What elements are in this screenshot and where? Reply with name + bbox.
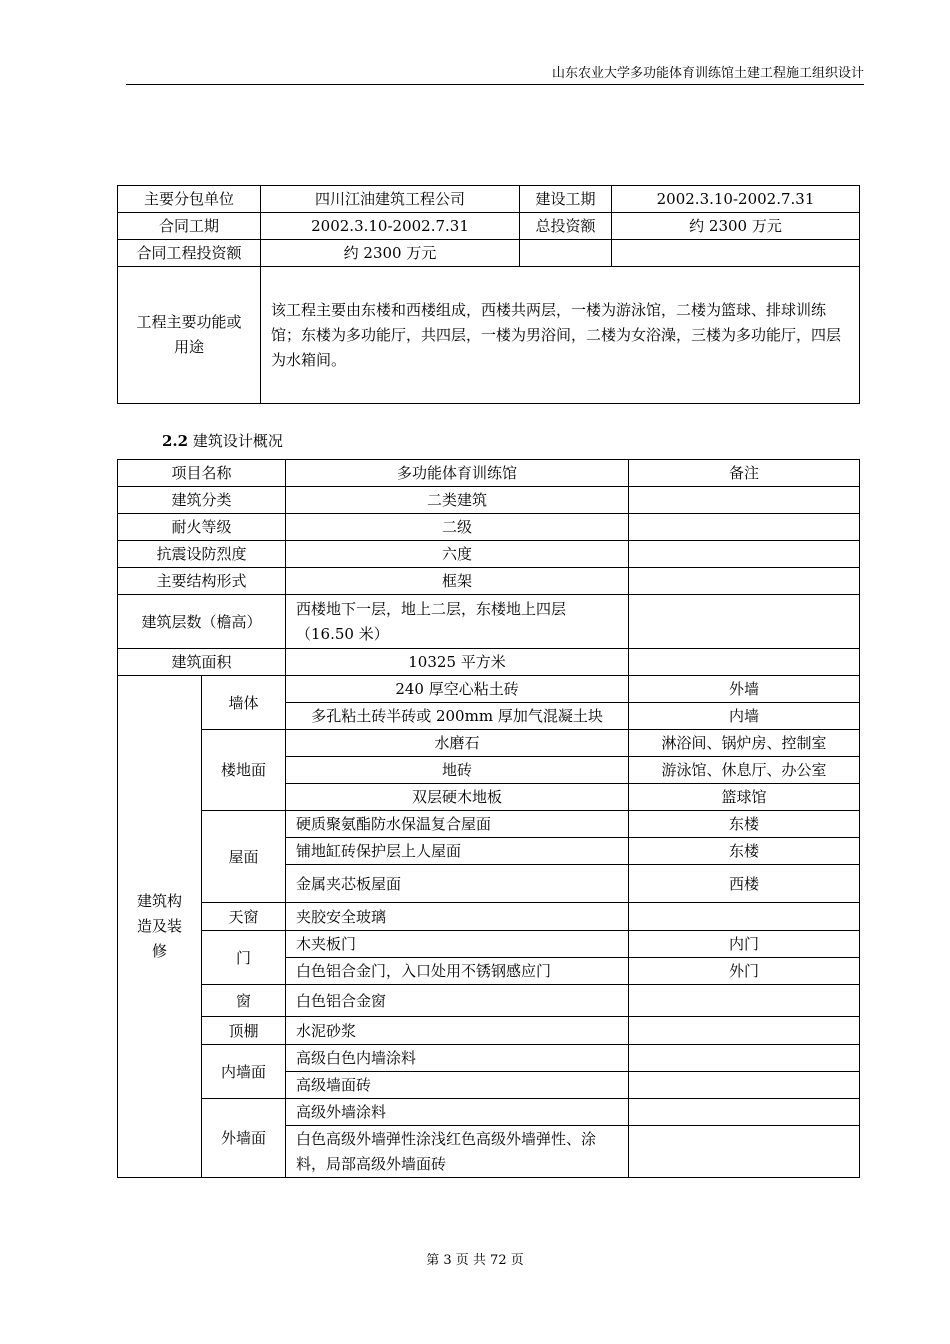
row-note xyxy=(629,595,860,649)
row-item: 抗震设防烈度 xyxy=(118,541,286,568)
row-value: 水磨石 xyxy=(286,730,629,757)
sub-label: 墙体 xyxy=(202,676,286,730)
row-item: 建筑分类 xyxy=(118,487,286,514)
design-overview-table xyxy=(117,459,860,1178)
cell-value: 约 2300 万元 xyxy=(612,213,860,240)
row-value: 高级白色内墙涂料 xyxy=(286,1045,629,1072)
cell-empty xyxy=(520,240,612,267)
row-value: 二级 xyxy=(286,514,629,541)
row-value: 二类建筑 xyxy=(286,487,629,514)
cell-value: 四川江油建筑工程公司 xyxy=(261,186,520,213)
row-value: 金属夹芯板屋面 xyxy=(286,865,629,903)
row-value: 硬质聚氨酯防水保温复合屋面 xyxy=(286,811,629,838)
row-note: 游泳馆、休息厅、办公室 xyxy=(629,757,860,784)
section-heading xyxy=(162,430,283,452)
row-note xyxy=(629,649,860,676)
row-value: 240 厚空心粘土砖 xyxy=(286,676,629,703)
row-value: 西楼地下一层，地上二层，东楼地上四层（16.50 米） xyxy=(286,595,629,649)
row-note: 淋浴间、锅炉房、控制室 xyxy=(629,730,860,757)
row-note xyxy=(629,903,860,931)
row-note: 西楼 xyxy=(629,865,860,903)
head-note: 备注 xyxy=(629,460,860,487)
head-value: 多功能体育训练馆 xyxy=(286,460,629,487)
cell-label: 建设工期 xyxy=(520,186,612,213)
row-value: 地砖 xyxy=(286,757,629,784)
page-header: 山东农业大学多功能体育训练馆土建工程施工组织设计 xyxy=(126,64,864,85)
row-note: 外墙 xyxy=(629,676,860,703)
sub-label: 门 xyxy=(202,931,286,985)
row-value: 高级墙面砖 xyxy=(286,1072,629,1099)
head-item: 项目名称 xyxy=(118,460,286,487)
sub-label: 屋面 xyxy=(202,811,286,903)
row-note xyxy=(629,514,860,541)
row-value: 10325 平方米 xyxy=(286,649,629,676)
row-note xyxy=(629,1045,860,1072)
row-value: 框架 xyxy=(286,568,629,595)
sub-label: 楼地面 xyxy=(202,730,286,811)
row-value: 铺地缸砖保护层上人屋面 xyxy=(286,838,629,865)
row-item: 耐火等级 xyxy=(118,514,286,541)
row-value: 双层硬木地板 xyxy=(286,784,629,811)
row-note xyxy=(629,1017,860,1045)
cell-empty xyxy=(612,240,860,267)
group-label: 建筑构造及装修 xyxy=(118,676,202,1178)
section-number: 2.2 xyxy=(162,432,189,450)
row-note: 东楼 xyxy=(629,811,860,838)
cell-label: 合同工期 xyxy=(118,213,261,240)
cell-label: 合同工程投资额 xyxy=(118,240,261,267)
row-note: 内墙 xyxy=(629,703,860,730)
row-value: 六度 xyxy=(286,541,629,568)
row-note xyxy=(629,1126,860,1178)
row-item: 建筑面积 xyxy=(118,649,286,676)
section-title: 建筑设计概况 xyxy=(192,432,283,450)
row-value: 白色铝合金门，入口处用不锈钢感应门 xyxy=(286,958,629,985)
sub-label: 内墙面 xyxy=(202,1045,286,1099)
cell-label: 总投资额 xyxy=(520,213,612,240)
row-value: 多孔粘土砖半砖或 200mm 厚加气混凝土块 xyxy=(286,703,629,730)
row-value: 高级外墙涂料 xyxy=(286,1099,629,1126)
row-note xyxy=(629,487,860,514)
sub-label: 窗 xyxy=(202,985,286,1017)
row-note: 内门 xyxy=(629,931,860,958)
row-note: 东楼 xyxy=(629,838,860,865)
row-note xyxy=(629,985,860,1017)
function-label: 工程主要功能或用途 xyxy=(118,267,261,404)
row-value: 水泥砂浆 xyxy=(286,1017,629,1045)
project-info-table xyxy=(117,185,860,404)
cell-value: 2002.3.10-2002.7.31 xyxy=(612,186,860,213)
sub-label: 外墙面 xyxy=(202,1099,286,1178)
function-text: 该工程主要由东楼和西楼组成，西楼共两层，一楼为游泳馆，二楼为篮球、排球训练馆；东楼为多功能厅，共四层，一楼为男浴间，二楼为女浴澡，三楼为多功能厅，四层为水箱间。 xyxy=(261,267,860,404)
cell-value: 2002.3.10-2002.7.31 xyxy=(261,213,520,240)
row-item: 主要结构形式 xyxy=(118,568,286,595)
row-note: 外门 xyxy=(629,958,860,985)
row-value: 木夹板门 xyxy=(286,931,629,958)
row-note xyxy=(629,541,860,568)
sub-label: 顶棚 xyxy=(202,1017,286,1045)
page-footer: 第 3 页 共 72 页 xyxy=(426,1253,524,1268)
row-value: 白色高级外墙弹性涂浅红色高级外墙弹性、涂料，局部高级外墙面砖 xyxy=(286,1126,629,1178)
row-note: 篮球馆 xyxy=(629,784,860,811)
row-note xyxy=(629,1099,860,1126)
cell-value: 约 2300 万元 xyxy=(261,240,520,267)
row-item: 建筑层数（檐高） xyxy=(118,595,286,649)
sub-label: 天窗 xyxy=(202,903,286,931)
row-note xyxy=(629,1072,860,1099)
row-value: 夹胶安全玻璃 xyxy=(286,903,629,931)
row-value: 白色铝合金窗 xyxy=(286,985,629,1017)
row-note xyxy=(629,568,860,595)
cell-label: 主要分包单位 xyxy=(118,186,261,213)
